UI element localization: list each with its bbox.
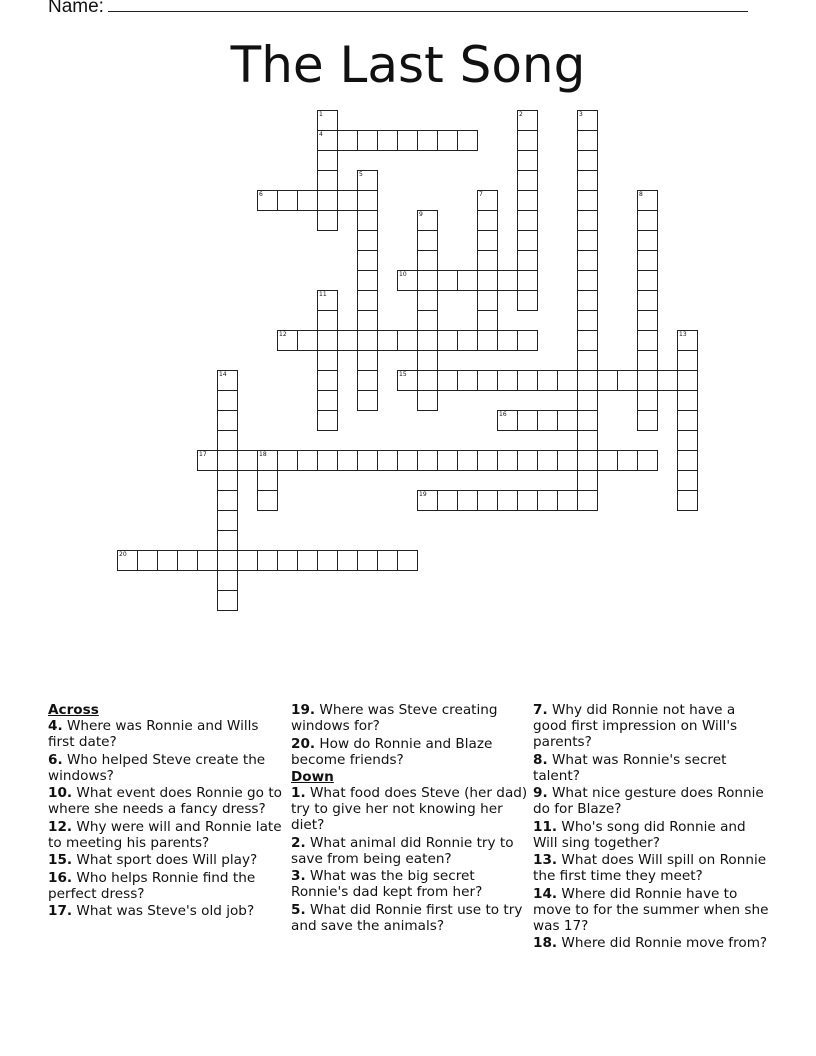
clue-item-text: What did Ronnie first use to try and save the animals? [291, 901, 523, 934]
grid-cell[interactable] [397, 330, 418, 351]
clue-item-text: How do Ronnie and Blaze become friends? [291, 735, 493, 768]
grid-cell[interactable] [477, 210, 498, 231]
grid-cell[interactable] [317, 170, 338, 191]
grid-cell[interactable] [357, 330, 378, 351]
grid-cell[interactable] [517, 270, 538, 291]
clue-item [48, 819, 288, 851]
clue-item-number: 12. [48, 818, 73, 835]
grid-cell[interactable] [557, 410, 578, 431]
clue-number: 15 [399, 371, 407, 378]
grid-cell[interactable] [597, 370, 618, 391]
grid-cell[interactable] [437, 450, 458, 471]
grid-cell[interactable] [297, 190, 318, 211]
grid-cell[interactable] [357, 290, 378, 311]
clue-number: 4 [319, 131, 323, 138]
grid-cell[interactable] [357, 370, 378, 391]
grid-cell[interactable] [277, 190, 298, 211]
grid-cell[interactable] [317, 290, 338, 311]
grid-cell[interactable] [637, 450, 658, 471]
grid-cell[interactable] [577, 250, 598, 271]
grid-cell[interactable] [537, 450, 558, 471]
grid-cell[interactable] [237, 450, 258, 471]
clue-number: 7 [479, 191, 483, 198]
clue-item-text: What animal did Ronnie try to save from being eaten? [291, 834, 514, 867]
grid-cell[interactable] [577, 450, 598, 471]
grid-cell[interactable] [577, 210, 598, 231]
grid-cell[interactable] [497, 450, 518, 471]
grid-cell[interactable] [477, 270, 498, 291]
grid-cell[interactable] [357, 550, 378, 571]
grid-cell[interactable] [517, 370, 538, 391]
grid-cell[interactable] [357, 350, 378, 371]
grid-cell[interactable] [577, 330, 598, 351]
grid-cell[interactable] [477, 290, 498, 311]
grid-cell[interactable] [577, 350, 598, 371]
clue-number: 9 [419, 211, 423, 218]
clue-item [533, 752, 773, 784]
clue-item-text: Who's song did Ronnie and Will sing together? [533, 818, 746, 851]
grid-cell[interactable] [377, 130, 398, 151]
grid-cell[interactable] [417, 490, 438, 511]
clue-item-text: Where did Ronnie move from? [557, 935, 768, 951]
clue-item-text: Where did Ronnie have to move to for the summer when she was 17? [533, 885, 769, 934]
clue-item [48, 903, 288, 919]
grid-cell[interactable] [397, 370, 418, 391]
grid-cell[interactable] [637, 230, 658, 251]
grid-cell[interactable] [417, 310, 438, 331]
clue-item-text: What food does Steve (her dad) try to give her not knowing her diet? [291, 785, 528, 833]
grid-cell[interactable] [217, 470, 238, 491]
grid-cell[interactable] [477, 250, 498, 271]
grid-cell[interactable] [397, 270, 418, 291]
grid-cell[interactable] [637, 250, 658, 271]
clue-number: 8 [639, 191, 643, 198]
grid-cell[interactable] [577, 290, 598, 311]
grid-cell[interactable] [577, 310, 598, 331]
grid-cell[interactable] [517, 490, 538, 511]
grid-cell[interactable] [677, 470, 698, 491]
grid-cell[interactable] [457, 130, 478, 151]
grid-cell[interactable] [277, 330, 298, 351]
grid-cell[interactable] [357, 310, 378, 331]
clue-column-3 [533, 702, 773, 953]
grid-cell[interactable] [517, 190, 538, 211]
grid-cell[interactable] [397, 130, 418, 151]
grid-cell[interactable] [257, 470, 278, 491]
grid-cell[interactable] [297, 330, 318, 351]
grid-cell[interactable] [137, 550, 158, 571]
grid-cell[interactable] [417, 330, 438, 351]
grid-cell[interactable] [637, 390, 658, 411]
grid-cell[interactable] [677, 490, 698, 511]
clue-item-text: What was Ronnie's secret talent? [533, 751, 727, 784]
clue-item-text: Who helps Ronnie find the perfect dress? [48, 869, 256, 902]
grid-cell[interactable] [517, 150, 538, 171]
clue-number: 20 [119, 551, 127, 558]
grid-cell[interactable] [577, 190, 598, 211]
grid-cell[interactable] [437, 370, 458, 391]
grid-cell[interactable] [517, 210, 538, 231]
grid-cell[interactable] [457, 370, 478, 391]
name-label: Name: [48, 0, 104, 17]
grid-cell[interactable] [397, 550, 418, 571]
clue-item [291, 785, 531, 833]
clue-item-number: 5. [291, 901, 306, 918]
grid-cell[interactable] [517, 170, 538, 191]
grid-cell[interactable] [577, 470, 598, 491]
grid-cell[interactable] [557, 370, 578, 391]
grid-cell[interactable] [437, 490, 458, 511]
clue-item-number: 3. [291, 868, 306, 884]
clue-item-number: 4. [48, 718, 63, 734]
clue-item [291, 702, 531, 734]
grid-cell[interactable] [517, 230, 538, 251]
grid-cell[interactable] [317, 110, 338, 131]
grid-cell[interactable] [677, 410, 698, 431]
clue-item [291, 736, 531, 768]
clue-item [291, 868, 531, 900]
clue-number: 6 [259, 191, 263, 198]
grid-cell[interactable] [517, 110, 538, 131]
grid-cell[interactable] [357, 170, 378, 191]
grid-cell[interactable] [497, 270, 518, 291]
grid-cell[interactable] [417, 270, 438, 291]
grid-cell[interactable] [277, 550, 298, 571]
grid-cell[interactable] [357, 250, 378, 271]
grid-cell[interactable] [357, 270, 378, 291]
grid-cell[interactable] [417, 290, 438, 311]
clue-item-number: 16. [48, 869, 73, 886]
clue-item [533, 852, 773, 884]
down-clue-list [291, 785, 531, 934]
clue-item [533, 785, 773, 817]
grid-cell[interactable] [117, 550, 138, 571]
grid-cell[interactable] [377, 450, 398, 471]
grid-cell[interactable] [577, 490, 598, 511]
grid-cell[interactable] [477, 230, 498, 251]
grid-cell[interactable] [417, 130, 438, 151]
grid-cell[interactable] [217, 570, 238, 591]
clue-item [291, 902, 531, 934]
grid-cell[interactable] [197, 450, 218, 471]
grid-cell[interactable] [677, 350, 698, 371]
grid-cell[interactable] [457, 270, 478, 291]
grid-cell[interactable] [577, 110, 598, 131]
clue-item-text: What was the big secret Ronnie's dad kept from her? [291, 868, 483, 900]
across-heading: Across [48, 702, 99, 718]
grid-cell[interactable] [677, 370, 698, 391]
clue-item-number: 20. [291, 735, 316, 752]
grid-cell[interactable] [337, 550, 358, 571]
grid-cell[interactable] [417, 370, 438, 391]
grid-cell[interactable] [677, 330, 698, 351]
grid-cell[interactable] [437, 330, 458, 351]
clue-item-number: 13. [533, 852, 558, 868]
grid-cell[interactable] [457, 450, 478, 471]
grid-cell[interactable] [217, 430, 238, 451]
grid-cell[interactable] [437, 270, 458, 291]
grid-cell[interactable] [677, 450, 698, 471]
clue-number: 17 [199, 451, 207, 458]
clue-number: 13 [679, 331, 687, 338]
grid-cell[interactable] [577, 170, 598, 191]
clue-item-number: 17. [48, 903, 73, 919]
grid-cell[interactable] [377, 330, 398, 351]
grid-cell[interactable] [217, 550, 238, 571]
clue-item [48, 870, 288, 902]
grid-cell[interactable] [317, 550, 338, 571]
grid-cell[interactable] [457, 490, 478, 511]
clue-item-number: 9. [533, 785, 548, 801]
grid-cell[interactable] [457, 330, 478, 351]
grid-cell[interactable] [317, 370, 338, 391]
grid-cell[interactable] [437, 130, 458, 151]
grid-cell[interactable] [517, 410, 538, 431]
clue-number: 2 [519, 111, 523, 118]
clue-column-2 [291, 702, 531, 935]
grid-cell[interactable] [377, 550, 398, 571]
clue-number: 19 [419, 491, 427, 498]
grid-cell[interactable] [197, 550, 218, 571]
grid-cell[interactable] [477, 490, 498, 511]
grid-cell[interactable] [337, 130, 358, 151]
clue-item-text: Why did Ronnie not have a good first impression on Will's parents? [533, 702, 738, 750]
grid-cell[interactable] [677, 430, 698, 451]
clue-item-text: What sport does Will play? [72, 852, 258, 868]
clue-number: 10 [399, 271, 407, 278]
grid-cell[interactable] [217, 530, 238, 551]
grid-cell[interactable] [257, 450, 278, 471]
grid-cell[interactable] [357, 210, 378, 231]
grid-cell[interactable] [517, 290, 538, 311]
grid-cell[interactable] [637, 410, 658, 431]
clue-item-number: 1. [291, 785, 306, 801]
grid-cell[interactable] [477, 450, 498, 471]
grid-cell[interactable] [577, 390, 598, 411]
grid-cell[interactable] [317, 410, 338, 431]
grid-cell[interactable] [517, 450, 538, 471]
grid-cell[interactable] [637, 370, 658, 391]
clue-item-number: 18. [533, 935, 558, 951]
grid-cell[interactable] [217, 450, 238, 471]
grid-cell[interactable] [257, 490, 278, 511]
across-clue-list [48, 718, 288, 919]
grid-cell[interactable] [357, 450, 378, 471]
clue-item-number: 11. [533, 818, 558, 835]
grid-cell[interactable] [617, 450, 638, 471]
clue-item-number: 14. [533, 885, 558, 902]
grid-cell[interactable] [517, 330, 538, 351]
grid-cell[interactable] [217, 390, 238, 411]
grid-cell[interactable] [277, 450, 298, 471]
grid-cell[interactable] [477, 330, 498, 351]
down-heading: Down [291, 769, 334, 785]
clue-item-text: Where was Ronnie and Wills first date? [48, 718, 259, 750]
clue-item-text: Why were will and Ronnie late to meeting his parents? [48, 818, 282, 851]
clue-item-number: 8. [533, 751, 548, 768]
grid-cell[interactable] [357, 130, 378, 151]
clue-item [533, 702, 773, 750]
grid-cell[interactable] [677, 390, 698, 411]
grid-cell[interactable] [417, 210, 438, 231]
grid-cell[interactable] [497, 490, 518, 511]
grid-cell[interactable] [577, 130, 598, 151]
grid-cell[interactable] [577, 270, 598, 291]
clue-item-text: What event does Ronnie go to where she needs a fancy dress? [48, 785, 282, 817]
grid-cell[interactable] [417, 250, 438, 271]
grid-cell[interactable] [617, 370, 638, 391]
grid-cell[interactable] [317, 390, 338, 411]
grid-cell[interactable] [577, 410, 598, 431]
grid-cell[interactable] [297, 450, 318, 471]
grid-cell[interactable] [337, 330, 358, 351]
grid-cell[interactable] [577, 370, 598, 391]
grid-cell[interactable] [317, 190, 338, 211]
grid-cell[interactable] [557, 490, 578, 511]
grid-cell[interactable] [637, 330, 658, 351]
grid-cell[interactable] [417, 350, 438, 371]
grid-cell[interactable] [577, 150, 598, 171]
grid-cell[interactable] [497, 410, 518, 431]
grid-cell[interactable] [157, 550, 178, 571]
grid-cell[interactable] [417, 230, 438, 251]
grid-cell[interactable] [297, 550, 318, 571]
clue-item [48, 718, 288, 750]
clue-item [533, 819, 773, 851]
grid-cell[interactable] [537, 490, 558, 511]
grid-cell[interactable] [477, 370, 498, 391]
clue-item-text: What was Steve's old job? [72, 903, 255, 919]
grid-cell[interactable] [317, 150, 338, 171]
clue-item-text: What nice gesture does Ronnie do for Blaze? [533, 785, 764, 817]
grid-cell[interactable] [217, 590, 238, 611]
grid-cell[interactable] [537, 370, 558, 391]
clue-item-number: 15. [48, 852, 73, 868]
clue-item [291, 835, 531, 867]
clue-number: 3 [579, 111, 583, 118]
grid-cell[interactable] [517, 130, 538, 151]
clue-number: 1 [319, 111, 323, 118]
clue-number: 12 [279, 331, 287, 338]
grid-cell[interactable] [317, 130, 338, 151]
grid-cell[interactable] [357, 390, 378, 411]
grid-cell[interactable] [577, 230, 598, 251]
clue-item-number: 6. [48, 751, 63, 768]
grid-cell[interactable] [317, 350, 338, 371]
grid-cell[interactable] [357, 190, 378, 211]
grid-cell[interactable] [317, 310, 338, 331]
clue-item [48, 785, 288, 817]
grid-cell[interactable] [217, 370, 238, 391]
across-clue-list-continued [291, 702, 531, 768]
grid-cell[interactable] [217, 510, 238, 531]
grid-cell[interactable] [317, 210, 338, 231]
grid-cell[interactable] [477, 190, 498, 211]
clue-item [533, 935, 773, 951]
clue-number: 16 [499, 411, 507, 418]
grid-cell[interactable] [417, 450, 438, 471]
clue-item-text: Where was Steve creating windows for? [291, 702, 498, 734]
grid-cell[interactable] [257, 190, 278, 211]
clue-item-number: 2. [291, 834, 306, 851]
clue-item-number: 7. [533, 702, 548, 718]
clue-number: 5 [359, 171, 363, 178]
grid-cell[interactable] [497, 330, 518, 351]
clue-number: 14 [219, 371, 227, 378]
clue-item-text: Who helped Steve create the windows? [48, 751, 266, 784]
grid-cell[interactable] [637, 290, 658, 311]
grid-cell[interactable] [477, 310, 498, 331]
grid-cell[interactable] [317, 330, 338, 351]
clue-item-text: What does Will spill on Ronnie the first time they meet? [533, 852, 767, 884]
grid-cell[interactable] [337, 190, 358, 211]
clue-item-number: 10. [48, 785, 73, 801]
grid-cell[interactable] [517, 250, 538, 271]
grid-cell[interactable] [337, 450, 358, 471]
clue-item [48, 752, 288, 784]
grid-cell[interactable] [637, 350, 658, 371]
clue-column-1 [48, 702, 288, 921]
grid-cell[interactable] [217, 410, 238, 431]
grid-cell[interactable] [237, 550, 258, 571]
grid-cell[interactable] [557, 450, 578, 471]
grid-cell[interactable] [417, 390, 438, 411]
grid-cell[interactable] [637, 210, 658, 231]
down-clue-list-continued [533, 702, 773, 951]
grid-cell[interactable] [637, 310, 658, 331]
grid-cell[interactable] [637, 270, 658, 291]
grid-cell[interactable] [217, 490, 238, 511]
grid-cell[interactable] [177, 550, 198, 571]
clue-item-number: 19. [291, 702, 316, 718]
grid-cell[interactable] [537, 410, 558, 431]
grid-cell[interactable] [257, 550, 278, 571]
clue-number: 11 [319, 291, 327, 298]
grid-cell[interactable] [597, 450, 618, 471]
clue-number: 18 [259, 451, 267, 458]
grid-cell[interactable] [577, 430, 598, 451]
grid-cell[interactable] [357, 230, 378, 251]
grid-cell[interactable] [497, 370, 518, 391]
grid-cell[interactable] [637, 190, 658, 211]
grid-cell[interactable] [657, 370, 678, 391]
clue-item [48, 852, 288, 868]
grid-cell[interactable] [317, 450, 338, 471]
grid-cell[interactable] [397, 450, 418, 471]
clue-item [533, 886, 773, 934]
puzzle-title: The Last Song [230, 36, 586, 94]
